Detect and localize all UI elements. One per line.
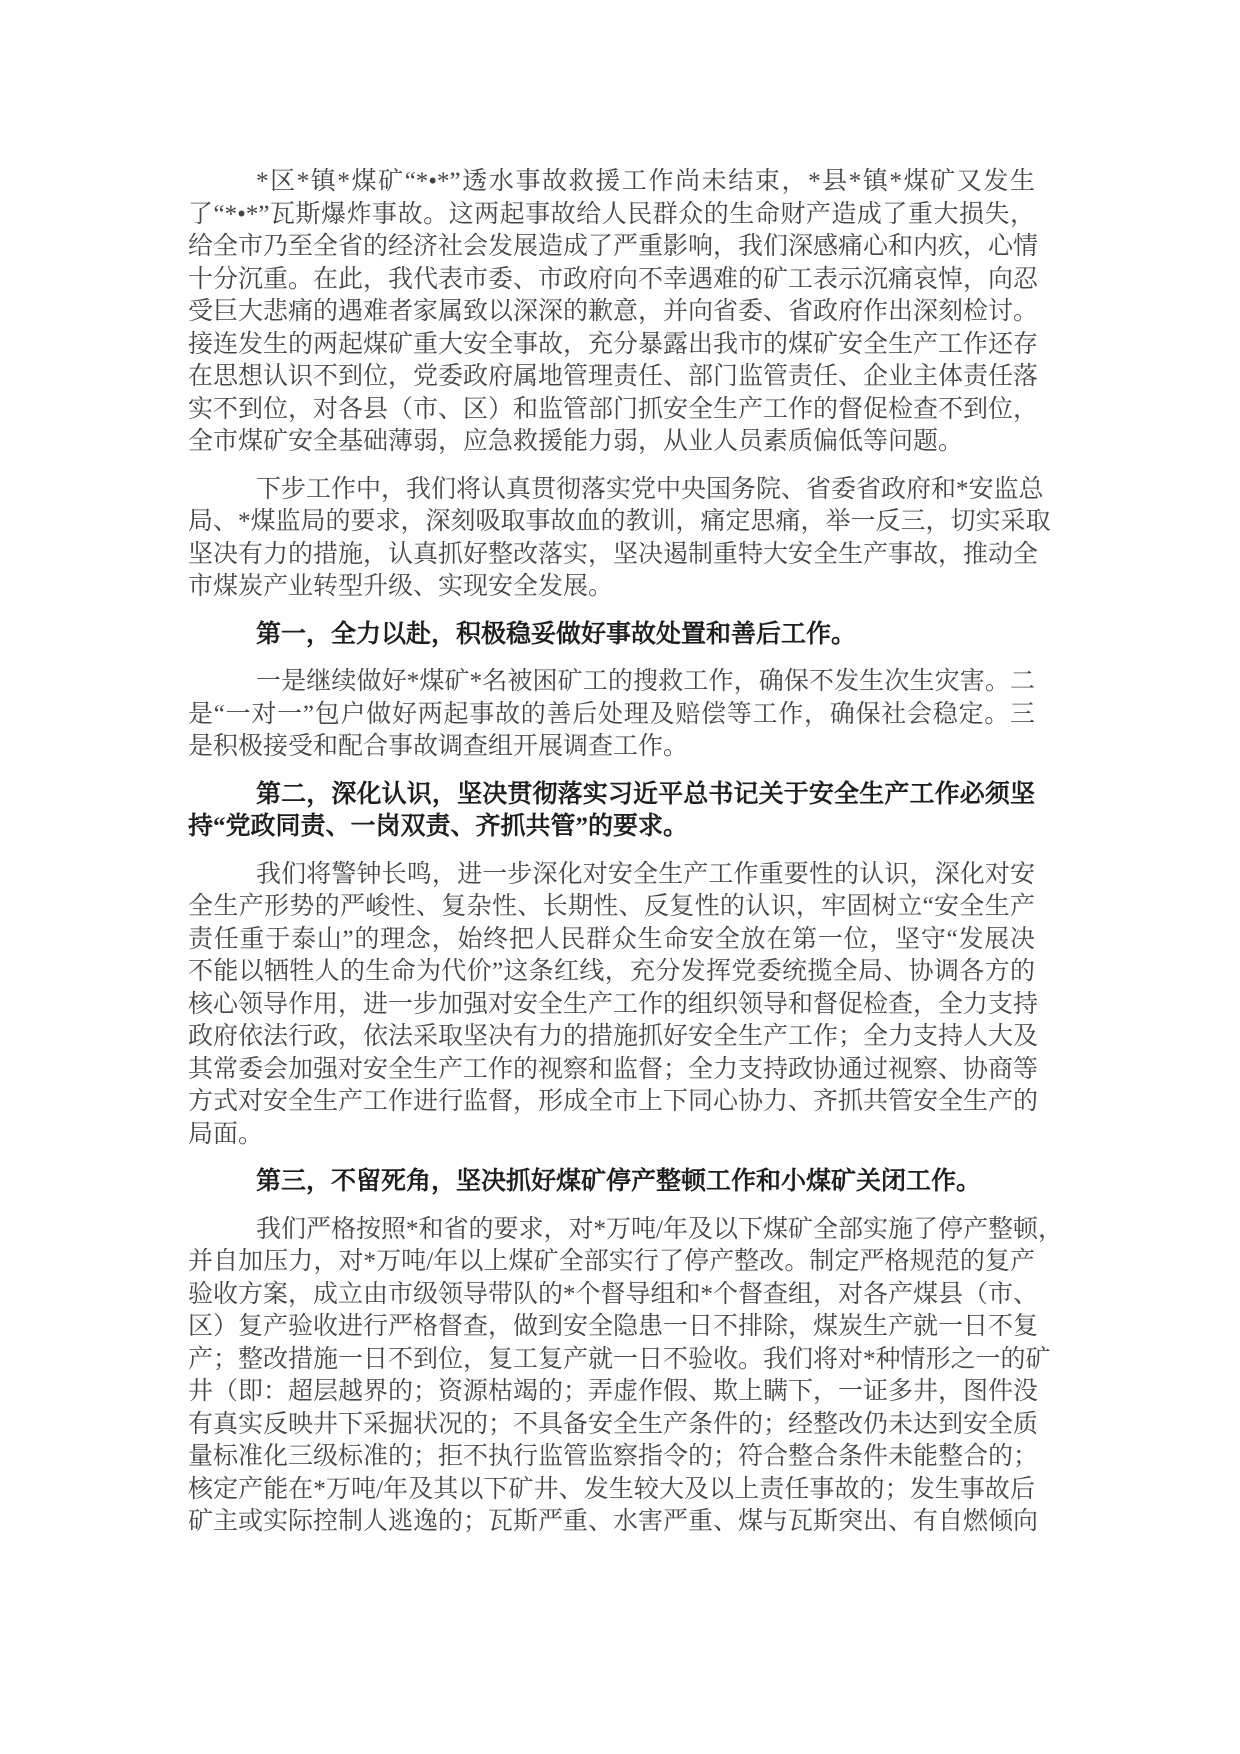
- document-body: [188, 166, 1063, 1554]
- text-line: 市煤炭产业转型升级、实现安全发展。: [188, 573, 614, 600]
- text-line: 十分沉重。在此，我代表市委、市政府向不幸遇难的矿工表示沉痛哀悼，向忍: [188, 265, 1039, 293]
- text-line: 有真实反映井下采掘状况的；不具备安全生产条件的；经整改仍未达到安全质: [188, 1410, 1039, 1438]
- text-line: 区）复产验收进行严格督查，做到安全隐患一日不排除，煤炭生产就一日不复: [188, 1313, 1039, 1340]
- paragraph: [188, 1214, 1063, 1539]
- text-line: 了“*•*”瓦斯爆炸事故。这两起事故给人民群众的生命财产造成了重大损失，: [188, 200, 1035, 228]
- paragraph: [188, 859, 1039, 1152]
- text-line: 是“一对一”包户做好两起事故的善后处理及赔偿等工作，确保社会稳定。三: [188, 700, 1035, 728]
- paragraph: [188, 166, 1039, 459]
- text-line: 产；整改措施一日不到位，复工复产就一日不验收。我们将对*种情形之一的矿: [188, 1345, 1051, 1373]
- text-line: 下步工作中，我们将认真贯彻落实党中央国务院、省委省政府和*安监总: [256, 475, 1044, 503]
- section-heading: [188, 619, 1035, 652]
- text-line: 我们将警钟长鸣，进一步深化对安全生产工作重要性的认识，深化对安: [256, 860, 1035, 888]
- text-line: 是积极接受和配合事故调查组开展调查工作。: [188, 733, 689, 760]
- text-line: 第三，不留死角，坚决抓好煤矿停产整顿工作和小煤矿关闭工作。: [256, 1168, 982, 1195]
- text-line: 方式对安全生产工作进行监督，形成全市上下同心协力、齐抓共管安全生产的: [188, 1088, 1039, 1115]
- text-line: 井（即：超层越界的；资源枯竭的；弄虚作假、欺上瞒下，一证多井，图件没: [188, 1378, 1039, 1405]
- section-heading: [188, 779, 1035, 844]
- text-line: 实不到位，对各县（市、区）和监管部门抓安全生产工作的督促检查不到位，: [188, 395, 1039, 423]
- text-line: 量标准化三级标准的；拒不执行监管监察指令的；符合整合条件未能整合的；: [188, 1443, 1039, 1470]
- text-line: 政府依法行政，依法采取坚决有力的措施抓好安全生产工作；全力支持人大及: [188, 1023, 1039, 1050]
- text-line: 验收方案，成立由市级领导带队的*个督导组和*个督查组，对各产煤县（市、: [188, 1280, 1039, 1308]
- text-line: 一是继续做好*煤矿*名被困矿工的搜救工作，确保不发生次生灾害。二: [256, 668, 1035, 695]
- text-line: 全市煤矿安全基础薄弱，应急救援能力弱，从业人员素质偏低等问题。: [188, 428, 964, 455]
- text-line: 矿主或实际控制人逃逸的；瓦斯严重、水害严重、煤与瓦斯突出、有自燃倾向: [188, 1508, 1039, 1535]
- text-line: 我们严格按照*和省的要求，对*万吨/年及以下煤矿全部实施了停产整顿，: [256, 1215, 1063, 1243]
- text-line: 核心领导作用，进一步加强对安全生产工作的组织领导和督促检查，全力支持: [188, 990, 1039, 1018]
- text-line: 局、*煤监局的要求，深刻吸取事故血的教训，痛定思痛，举一反三，切实采取: [188, 508, 1051, 535]
- text-line: 持“党政同责、一岗双责、齐抓共管”的要求。: [188, 813, 689, 840]
- text-line: 接连发生的两起煤矿重大安全事故，充分暴露出我市的煤矿安全生产工作还存: [188, 330, 1039, 358]
- text-line: 第一，全力以赴，积极稳妥做好事故处置和善后工作。: [256, 620, 857, 648]
- text-line: 其常委会加强对安全生产工作的视察和监督；全力支持政协通过视察、协商等: [188, 1055, 1039, 1083]
- text-line: 坚决有力的措施，认真抓好整改落实，坚决遏制重特大安全生产事故，推动全: [188, 540, 1039, 568]
- text-line: 在思想认识不到位，党委政府属地管理责任、部门监管责任、企业主体责任落: [188, 363, 1039, 390]
- paragraph: [188, 666, 1035, 764]
- section-heading: [188, 1166, 1035, 1199]
- text-line: *区*镇*煤矿“*•*”透水事故救援工作尚未结束，*县*镇*煤矿又发生: [256, 168, 1035, 195]
- paragraph: [188, 474, 1051, 604]
- text-line: 受巨大悲痛的遇难者家属致以深深的歉意，并向省委、省政府作出深刻检讨。: [188, 298, 1039, 325]
- text-line: 并自加压力，对*万吨/年以上煤矿全部实行了停产整改。制定严格规范的复产: [188, 1248, 1035, 1275]
- text-line: 第二，深化认识，坚决贯彻落实习近平总书记关于安全生产工作必须坚: [256, 780, 1035, 808]
- text-line: 给全市乃至全省的经济社会发展造成了严重影响，我们深感痛心和内疚，心情: [188, 233, 1039, 260]
- text-line: 全生产形势的严峻性、复杂性、长期性、反复性的认识，牢固树立“安全生产: [188, 893, 1035, 920]
- text-line: 责任重于泰山”的理念，始终把人民群众生命安全放在第一位，坚守“发展决: [188, 925, 1035, 953]
- text-line: 不能以牺牲人的生命为代价”这条红线，充分发挥党委统揽全局、协调各方的: [188, 958, 1035, 985]
- text-line: 局面。: [188, 1120, 264, 1148]
- text-line: 核定产能在*万吨/年及其以下矿井、发生较大及以上责任事故的；发生事故后: [188, 1475, 1035, 1503]
